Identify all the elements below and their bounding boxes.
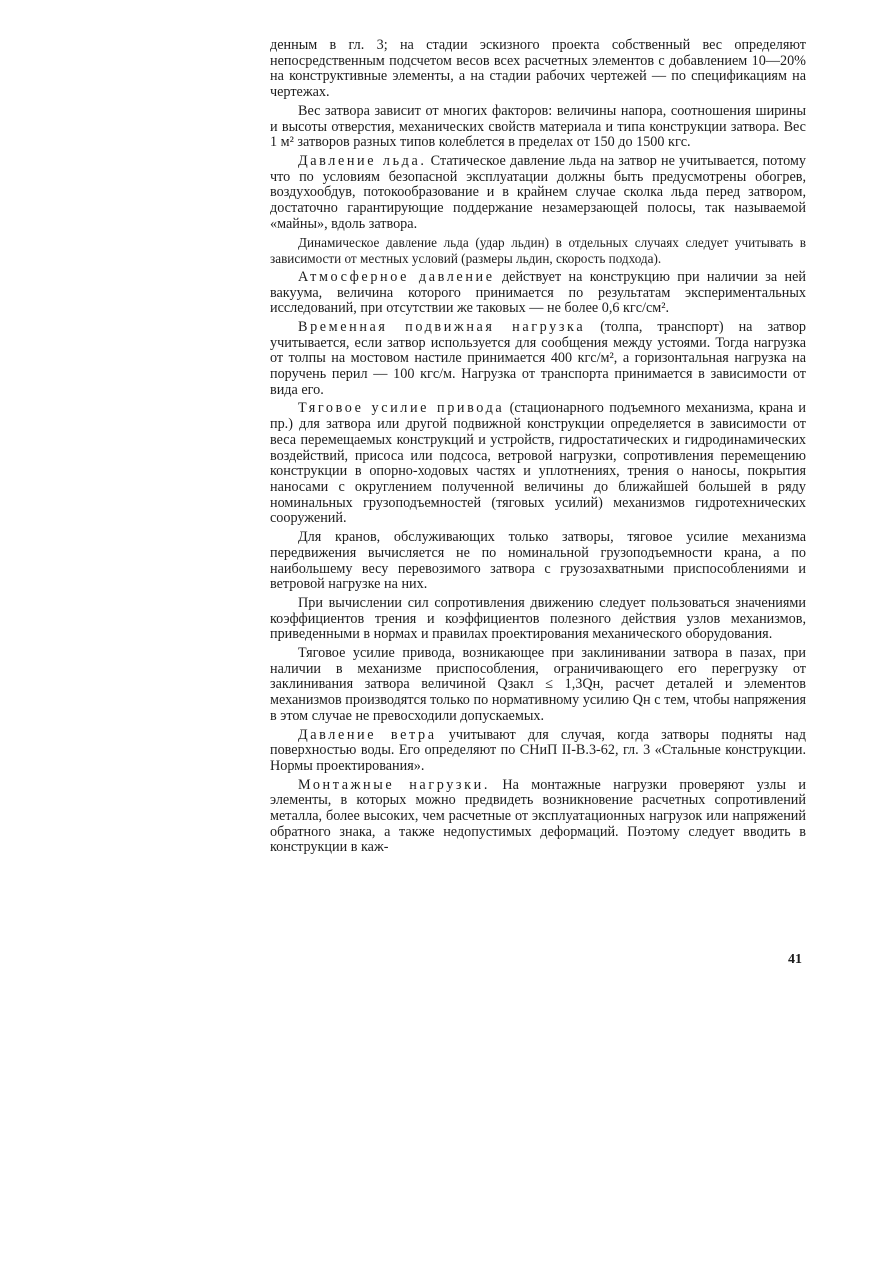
paragraph-4 bbox=[270, 235, 806, 266]
paragraph-4-text: Динамическое давление льда (удар льдин) в отдельных случаях следует учитывать в зависимости от местных условий (размеры льдин, скорость подхода). bbox=[270, 235, 806, 267]
paragraph-10 bbox=[270, 646, 806, 725]
paragraph-12 bbox=[270, 778, 806, 857]
paragraph-5 bbox=[270, 270, 806, 317]
paragraph-5-text: действует на конструкцию при наличии за ней вакуума, величина которого принимается по результатам экспериментальных исследований, при отсутствии же таковых — не более 0,6 кгс/см². bbox=[270, 268, 806, 317]
paragraph-2-text: Вес затвора зависит от многих факторов: величины напора, соотношения ширины и высоты отверстия, механических свойств материала и типа конструкции затвора. Вес 1 м² затворов разных типов колеблется в пределах от 150 до 1500 кгс. bbox=[270, 102, 806, 151]
paragraph-5-lead: Атмосферное давление bbox=[298, 268, 495, 285]
paragraph-2 bbox=[270, 104, 806, 151]
paragraph-3-lead: Давление льда. bbox=[298, 152, 427, 169]
paragraph-3 bbox=[270, 154, 806, 233]
paragraph-6-text: (толпа, транспорт) на затвор учитывается, если затвор используется для сообщения между устоями. Тогда нагрузка от толпы на мостовом настиле принимается 400 кгс/м², а горизонтальная нагрузка на поручень перил — 100 кгс/м. Нагрузка от транспорта принимается в зависимости от вида его. bbox=[270, 318, 807, 398]
paragraph-7-text: (стационарного подъемного механизма, крана и пр.) для затвора или другой подвижной конструкции определяется в зависимости от веса перемещаемых конструкций и устройств, гидростатических и гидродинамических воздействий, присоса или подсоса, ветровой нагрузки, сопротивления перемещению конструкции в опорно-ходовых частях и уплотнениях, трения о наносы, покрытия наносами с округлением полученной величины до ближайшей большей в ряду номинальных грузоподъемностей (тяговых усилий) механизмов гидротехнических сооружений. bbox=[270, 400, 806, 527]
paragraph-10-text: Тяговое усилие привода, возникающее при заклинивании затвора в пазах, при наличии в механизме приспособления, ограничивающего его перегрузку от заклинивания затвора величиной Qзакл ≤ 1,3Qн, расчет деталей и элементов механизмов производятся только по нормативному усилию Qн с тем, чтобы напряжения в этом случае не превосходили допускаемых. bbox=[270, 645, 806, 724]
paragraph-12-lead: Монтажные нагрузки. bbox=[298, 776, 490, 793]
paragraph-8-text: Для кранов, обслуживающих только затворы, тяговое усилие механизма передвижения вычисляется не по номинальной грузоподъемности крана, а по наибольшему весу перевозимого затвора с грузозахватными приспособлениями и ветровой нагрузке на них. bbox=[270, 529, 806, 593]
paragraph-11-text: учитывают для случая, когда затворы подняты над поверхностью воды. Его определяют по СНиП II-В.3-62, гл. 3 «Стальные конструкции. Нормы проектирования». bbox=[270, 726, 806, 774]
page-body bbox=[270, 38, 806, 859]
paragraph-6-lead: Временная подвижная нагрузка bbox=[298, 318, 586, 335]
paragraph-9-text: При вычислении сил сопротивления движению следует пользоваться значениями коэффициентов трения и коэффициентов полезного действия узлов механизмов, приведенными в нормах и правилах проектирования механического оборудования. bbox=[270, 594, 806, 643]
paragraph-9 bbox=[270, 596, 806, 643]
paragraph-7 bbox=[270, 401, 806, 527]
paragraph-3-text: Статическое давление льда на затвор не учитывается, потому что по условиям безопасной эксплуатации должны быть предусмотрены обогрев, воздухообдув, потокообразование и в крайнем случае сколка льда перед затвором, достаточно гарантирующие поддержание незамерзающей полосы, так называемой «майны», вдоль затвора. bbox=[270, 152, 806, 232]
paragraph-1 bbox=[270, 38, 806, 101]
paragraph-6 bbox=[270, 320, 806, 399]
page-number: 41 bbox=[788, 952, 802, 967]
paragraph-7-lead: Тяговое усилие привода bbox=[298, 400, 505, 417]
paragraph-12-text: На монтажные нагрузки проверяют узлы и элементы, в которых можно предвидеть возникновение расчетных сопротивлений металла, более высоких, чем расчетные от эксплуатационных нагрузок или напряжений обратного знака, а также недопустимых деформаций. Поэтому следует вводить в конструкции в каж- bbox=[270, 776, 807, 856]
paragraph-1-text: денным в гл. 3; на стадии эскизного проекта собственный вес определяют непосредственным подсчетом весов всех расчетных элементов с добавлением 10—20% на конструктивные элементы, а на стадии рабочих чертежей — по спецификациям на чертежах. bbox=[270, 37, 806, 101]
paragraph-11 bbox=[270, 728, 806, 775]
paragraph-11-lead: Давление ветра bbox=[298, 726, 437, 743]
paragraph-8 bbox=[270, 530, 806, 593]
